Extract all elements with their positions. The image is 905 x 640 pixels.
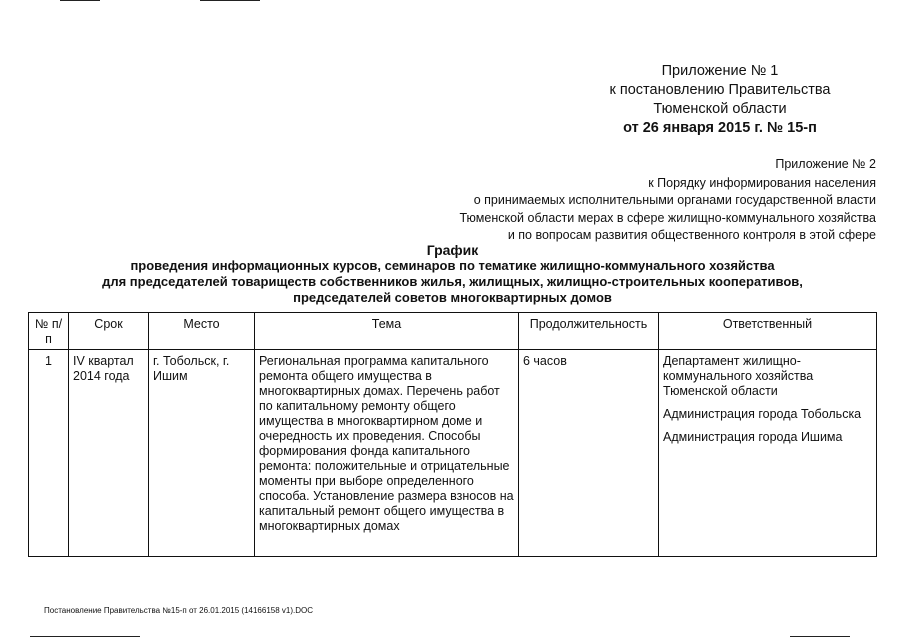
appendix-2-title: Приложение № 2 — [775, 157, 876, 171]
appendix-2-line-4: и по вопросам развития общественного контроля в этой сфере — [507, 228, 876, 242]
header-term: Срок — [69, 313, 149, 350]
responsible-item: Администрация города Тобольска — [663, 407, 862, 421]
header-num: № п/п — [29, 313, 69, 350]
responsible-item: Администрация города Ишима — [663, 430, 843, 444]
header-duration: Продолжительность — [519, 313, 659, 350]
appendix-1-block — [560, 62, 880, 138]
schedule-subtitle-line-3: председателей советов многоквартирных домов — [293, 290, 612, 305]
cell-responsible — [659, 350, 877, 557]
appendix-1-line-1: к постановлению Правительства — [609, 82, 831, 98]
header-responsible: Ответственный — [659, 313, 877, 350]
schedule-subtitle-line-1: проведения информационных курсов, семинаров по тематике жилищно-коммунального хозяйства — [130, 258, 775, 273]
cell-duration: 6 часов — [519, 350, 659, 557]
scan-mark-top-right — [200, 0, 260, 1]
appendix-1-date: от 26 января 2015 г. № 15-п — [623, 120, 817, 136]
schedule-table — [28, 312, 877, 557]
schedule-heading — [40, 242, 865, 306]
cell-term: IV квартал 2014 года — [69, 350, 149, 557]
responsible-item: Департамент жилищно-коммунального хозяйства Тюменской области — [663, 354, 814, 398]
appendix-2-line-2: о принимаемых исполнительными органами государственной власти — [473, 193, 876, 207]
scan-mark-bottom-right — [790, 636, 850, 637]
scan-mark-bottom-left — [30, 636, 140, 637]
schedule-title: График — [426, 242, 479, 258]
cell-topic: Региональная программа капитального ремонта общего имущества в многоквартирных домах. Перечень работ по капитальному ремонту общего имущества в многоквартирном доме и очередность их проведения. Способы формирования фонда капитального ремонта: положительные и отрицательные моменты при выборе определенного способа. Установление размера взносов на капитальный ремонт общего имущества в многоквартирных домах — [255, 350, 519, 557]
table-row — [29, 350, 877, 557]
cell-place: г. Тобольск, г. Ишим — [149, 350, 255, 557]
cell-num: 1 — [29, 350, 69, 557]
document-footer: Постановление Правительства №15-п от 26.01.2015 (14166158 v1).DOC — [44, 606, 314, 615]
header-place: Место — [149, 313, 255, 350]
schedule-subtitle-line-2: для председателей товариществ собственников жилья, жилищных, жилищно-строительных кооперативов, — [102, 274, 803, 289]
appendix-2-line-1: к Порядку информирования населения — [648, 175, 876, 190]
appendix-1-title: Приложение № 1 — [661, 63, 779, 79]
appendix-2-block — [330, 156, 876, 245]
header-topic: Тема — [255, 313, 519, 350]
table-header-row — [29, 313, 877, 350]
scan-mark-top-left — [60, 0, 100, 1]
appendix-1-line-2: Тюменской области — [653, 101, 787, 117]
appendix-2-line-3: Тюменской области мерах в сфере жилищно-коммунального хозяйства — [459, 210, 876, 225]
